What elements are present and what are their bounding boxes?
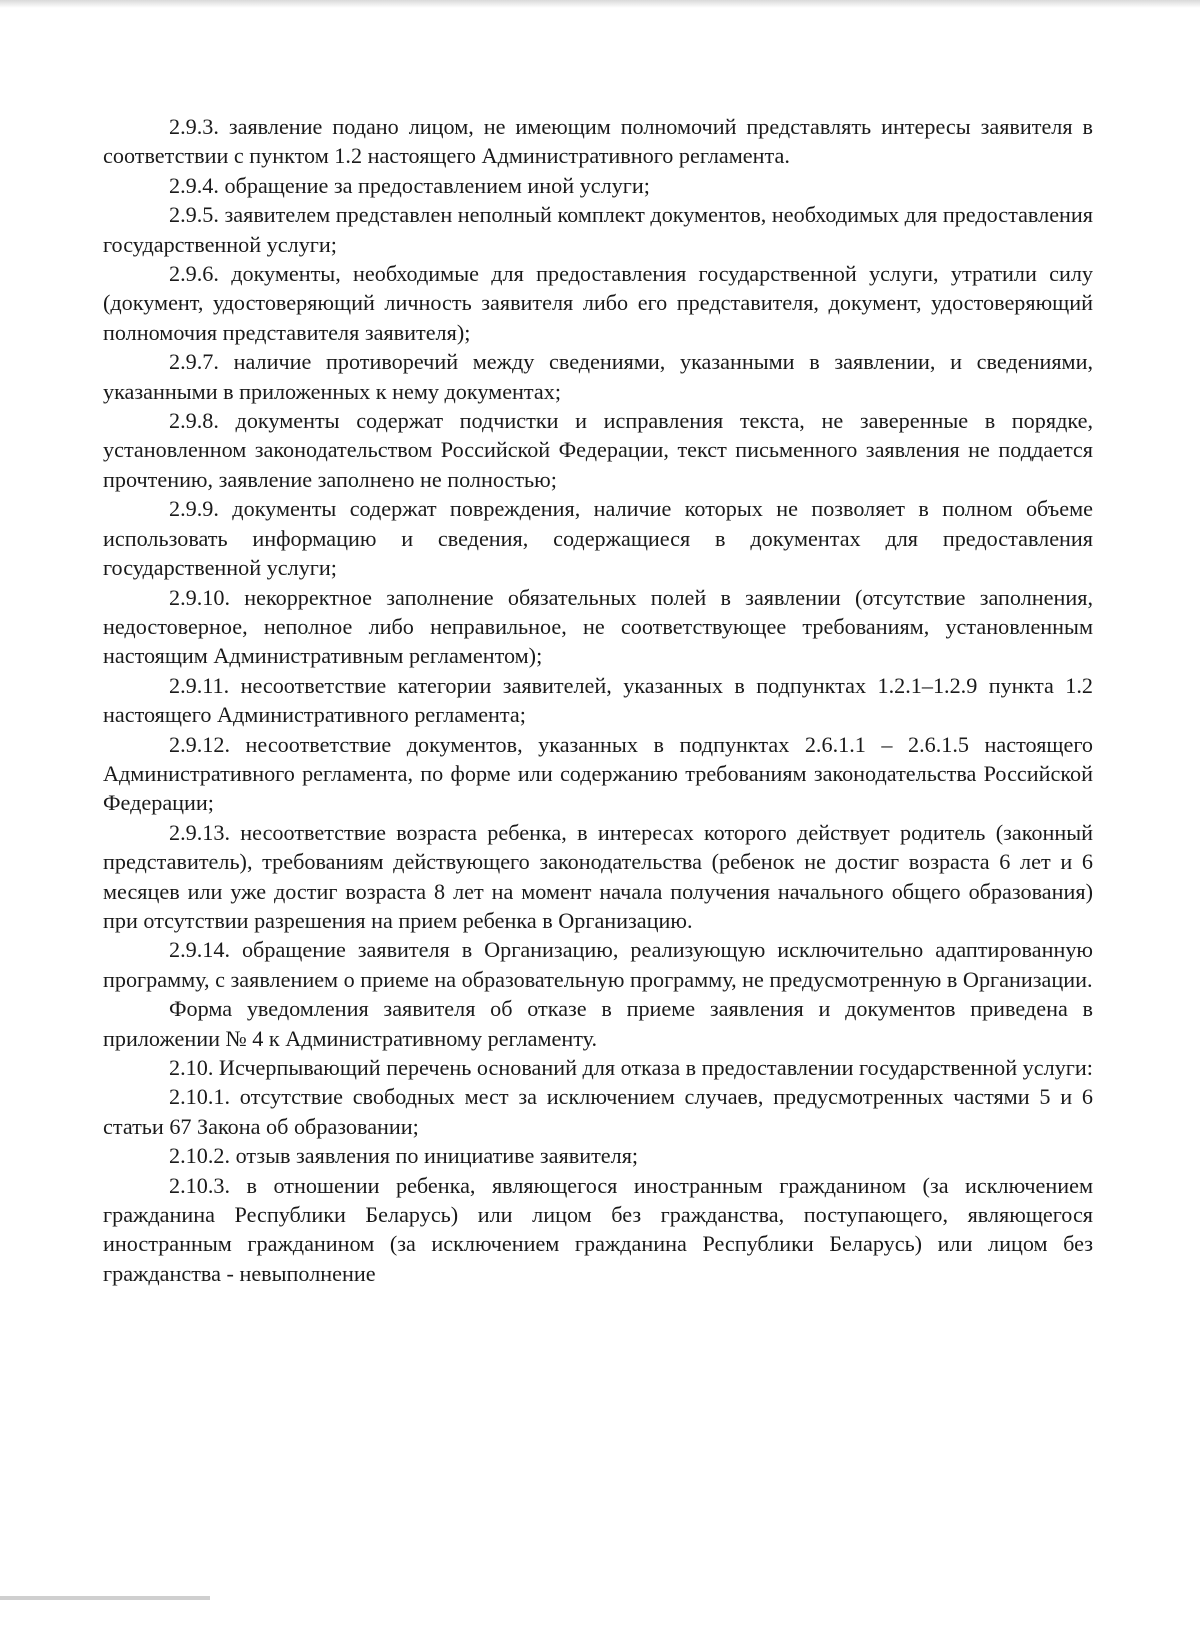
paragraph-2-9-4: 2.9.4. обращение за предоставлением иной услуги; bbox=[169, 172, 650, 198]
scan-edge-bottom bbox=[0, 1596, 210, 1600]
paragraph-2-9-7: 2.9.7. наличие противоречий между сведениями, указанными в заявлении, и сведениями, указанными в приложенных к нему документах; bbox=[103, 349, 1093, 404]
paragraph-2-9-5: 2.9.5. заявителем представлен неполный комплект документов, необходимых для предоставления государственной услуги; bbox=[103, 202, 1093, 257]
paragraph-2-9-6: 2.9.6. документы, необходимые для предоставления государственной услуги, утратили силу (документ, удостоверяющий личность заявителя либо его представителя, документ, удостоверяющий полномочия представителя заявителя); bbox=[103, 261, 1093, 345]
paragraph-2-9-13: 2.9.13. несоответствие возраста ребенка, в интересах которого действует родитель (законный представитель), требованиям действующего законодательства (ребенок не достиг возраста 6 лет и 6 месяцев или уже достиг возраста 8 лет на момент начала получения начального общего образования) при отсутствии разрешения на прием ребенка в Организацию. bbox=[103, 819, 1093, 933]
paragraph-2-9-9: 2.9.9. документы содержат повреждения, наличие которых не позволяет в полном объеме использовать информацию и сведения, содержащиеся в документах для предоставления государственной услуги; bbox=[103, 496, 1093, 581]
paragraph-2-9-14: 2.9.14. обращение заявителя в Организацию, реализующую исключительно адаптированную программу, с заявлением о приеме на образовательную программу, не предусмотренную в Организации. bbox=[103, 937, 1093, 992]
paragraph-2-9-11: 2.9.11. несоответствие категории заявителей, указанных в подпунктах 1.2.1–1.2.9 пункта 1.2 настоящего Административного регламента; bbox=[103, 672, 1093, 728]
paragraph-2-9-12: 2.9.12. несоответствие документов, указанных в подпунктах 2.6.1.1 – 2.6.1.5 настоящего Административного регламента, по форме или содержанию требованиям законодательства Российской Федерации; bbox=[103, 731, 1093, 816]
paragraph-2-10-2: 2.10.2. отзыв заявления по инициативе заявителя; bbox=[169, 1143, 639, 1169]
paragraph-2-9-3: 2.9.3. заявление подано лицом, не имеющим полномочий представлять интересы заявителя в соответствии с пунктом 1.2 настоящего Административного регламента. bbox=[103, 114, 1093, 169]
paragraph-2-10-3: 2.10.3. в отношении ребенка, являющегося иностранным гражданином (за исключением гражданина Республики Беларусь) или лицом без гражданства, поступающего, являющегося иностранным гражданином (за исключением гражданина Республики Беларусь) или лицом без гражданства - невыполнение bbox=[103, 1172, 1093, 1286]
paragraph-2-9-10: 2.9.10. некорректное заполнение обязательных полей в заявлении (отсутствие заполнения, недостоверное, неполное либо неправильное, не соответствующее требованиям, установленным настоящим Административным регламентом); bbox=[103, 584, 1093, 669]
document-body bbox=[103, 112, 1093, 1288]
paragraph-refusal-form: Форма уведомления заявителя об отказе в приеме заявления и документов приведена в приложении № 4 к Административному регламенту. bbox=[103, 996, 1093, 1051]
scan-edge-top bbox=[0, 0, 1200, 8]
paragraph-2-9-8: 2.9.8. документы содержат подчистки и исправления текста, не заверенные в порядке, установленном законодательством Российской Федерации, текст письменного заявления не поддается прочтению, заявление заполнено не полностью; bbox=[103, 408, 1093, 492]
paragraph-2-10: 2.10. Исчерпывающий перечень оснований для отказа в предоставлении государственной услуги: bbox=[169, 1055, 1093, 1080]
paragraph-2-10-1: 2.10.1. отсутствие свободных мест за исключением случаев, предусмотренных частями 5 и 6 статьи 67 Закона об образовании; bbox=[103, 1084, 1093, 1139]
